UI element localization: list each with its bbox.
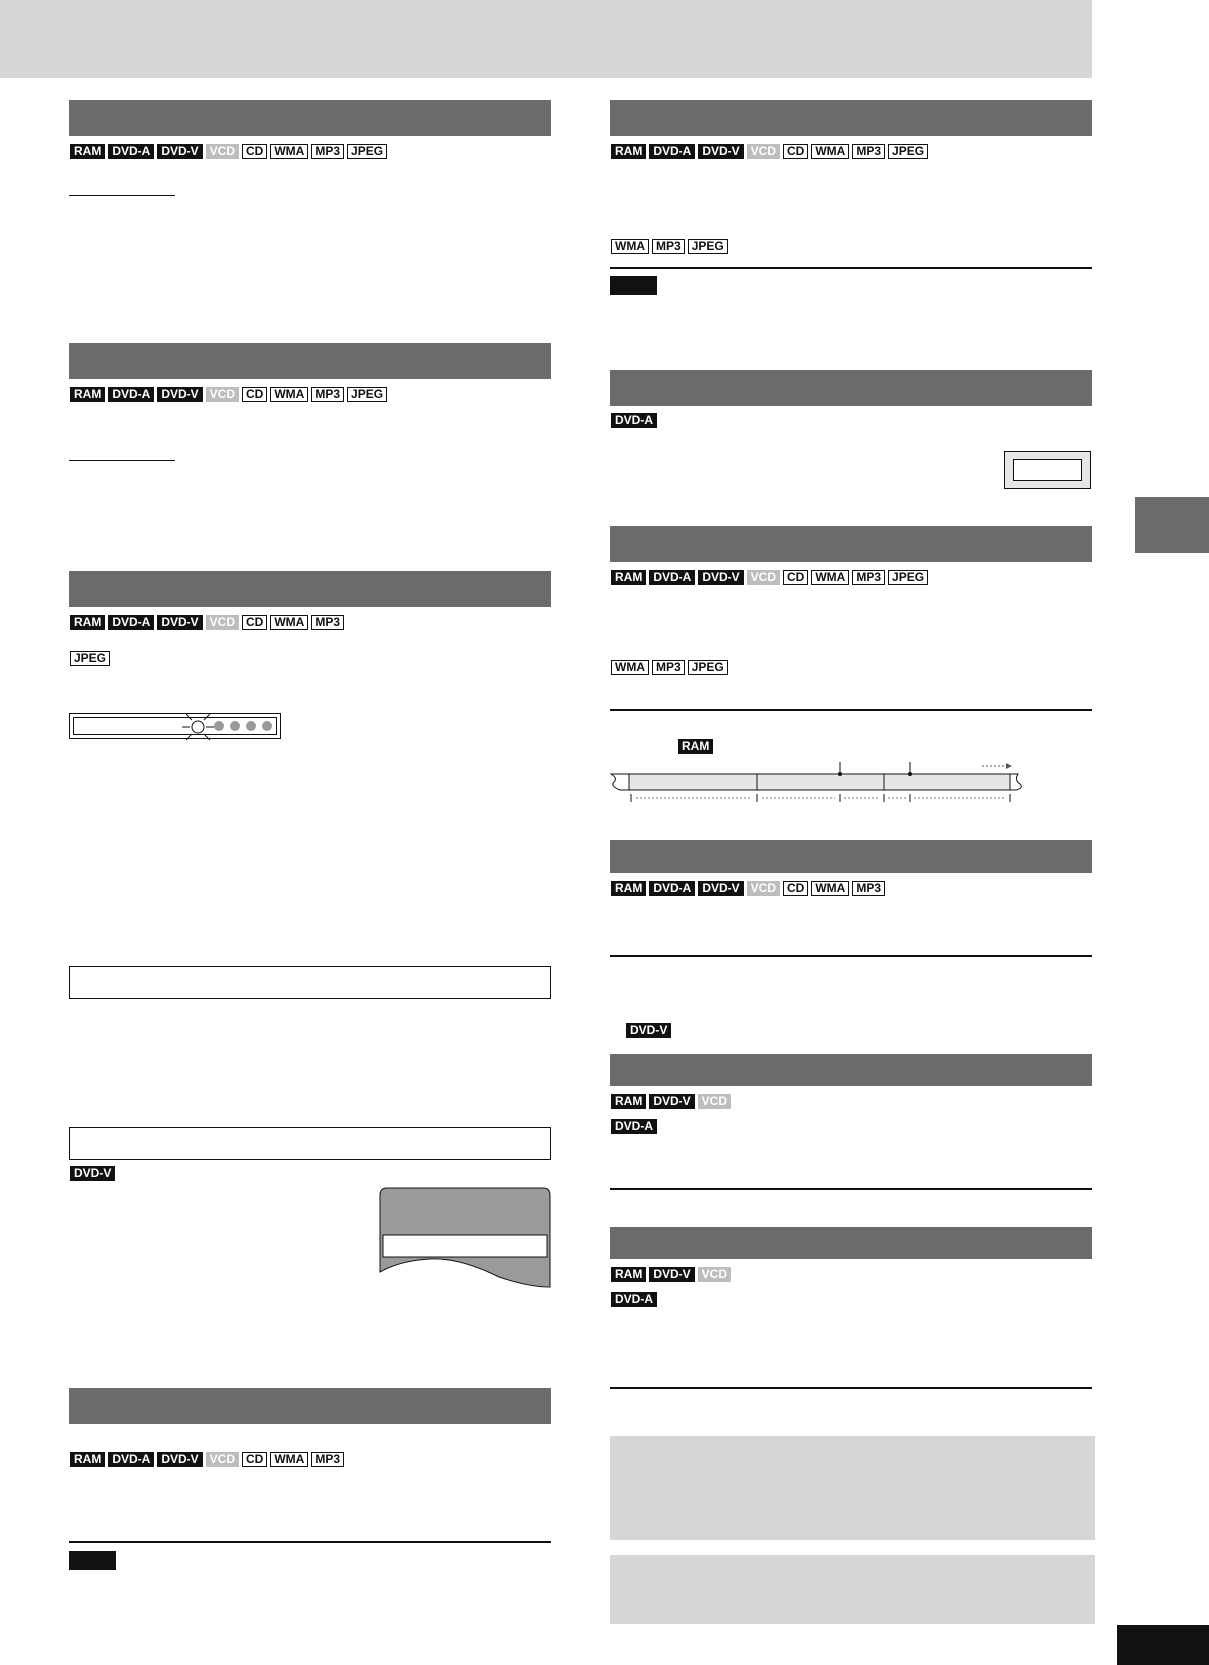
front-panel-illustration bbox=[69, 713, 281, 739]
disc-badges-r3 bbox=[611, 570, 928, 585]
note-rule-r3 bbox=[610, 709, 1092, 711]
section-bar-r4 bbox=[610, 840, 1092, 873]
top-header-band bbox=[0, 0, 1092, 78]
disc-badge-ram: RAM bbox=[70, 387, 105, 402]
disc-badge-ram: RAM bbox=[611, 144, 646, 159]
disc-badge-vcd: VCD bbox=[747, 570, 780, 585]
disc-badge-dvd-a: DVD-A bbox=[649, 144, 695, 159]
disc-badges-r5 bbox=[611, 1094, 731, 1109]
disc-badges-r3c bbox=[678, 739, 713, 754]
disc-badge-dvd-v: DVD-V bbox=[157, 615, 202, 630]
disc-badges-3 bbox=[70, 615, 344, 630]
disc-badges-r5b bbox=[611, 1119, 657, 1134]
disc-badges-1 bbox=[70, 144, 387, 159]
disc-badge-mp3: MP3 bbox=[652, 660, 685, 675]
chapter-side-tab bbox=[1135, 497, 1209, 553]
disc-badge-jpeg: JPEG bbox=[688, 239, 728, 254]
disc-badge-wma: WMA bbox=[270, 387, 308, 402]
disc-badge-mp3: MP3 bbox=[311, 1452, 344, 1467]
disc-badge-jpeg: JPEG bbox=[688, 660, 728, 675]
disc-badge-jpeg: JPEG bbox=[70, 651, 110, 666]
disc-badges-r4 bbox=[611, 881, 885, 896]
disc-badge-wma: WMA bbox=[611, 239, 649, 254]
disc-badge-cd: CD bbox=[783, 144, 808, 159]
disc-badge-mp3: MP3 bbox=[652, 239, 685, 254]
disc-badges-5 bbox=[70, 1452, 344, 1467]
disc-badge-jpeg: JPEG bbox=[888, 570, 928, 585]
boxed-subheading-1 bbox=[69, 966, 551, 999]
disc-badges-3b bbox=[70, 651, 110, 666]
section-bar-1 bbox=[69, 100, 551, 136]
disc-badge-ram: RAM bbox=[70, 1452, 105, 1467]
disc-badge-vcd: VCD bbox=[698, 1094, 731, 1109]
disc-badge-cd: CD bbox=[242, 144, 267, 159]
disc-badge-dvd-v: DVD-V bbox=[649, 1267, 694, 1282]
disc-badge-jpeg: JPEG bbox=[347, 144, 387, 159]
disc-badge-wma: WMA bbox=[811, 881, 849, 896]
disc-badge-jpeg: JPEG bbox=[347, 387, 387, 402]
disc-badge-cd: CD bbox=[242, 615, 267, 630]
disc-badge-dvd-v: DVD-V bbox=[698, 570, 743, 585]
section-bar-4 bbox=[69, 1388, 551, 1424]
disc-badge-mp3: MP3 bbox=[311, 387, 344, 402]
indicator-dot bbox=[246, 721, 256, 731]
disc-badges-2 bbox=[70, 387, 387, 402]
disc-badge-mp3: MP3 bbox=[311, 144, 344, 159]
disc-badge-dvd-a: DVD-A bbox=[611, 1119, 657, 1134]
disc-badge-vcd: VCD bbox=[206, 1452, 239, 1467]
note-rule-left bbox=[69, 1541, 551, 1543]
tip-box-1 bbox=[610, 1436, 1095, 1540]
disc-badge-dvd-v: DVD-V bbox=[157, 1452, 202, 1467]
disc-badge-dvd-a: DVD-A bbox=[108, 144, 154, 159]
disc-badge-ram: RAM bbox=[611, 1267, 646, 1282]
disc-badge-ram: RAM bbox=[678, 739, 713, 754]
disc-badge-dvd-a: DVD-A bbox=[649, 570, 695, 585]
disc-badge-dvd-v: DVD-V bbox=[698, 144, 743, 159]
indicator-dot bbox=[214, 721, 224, 731]
indicator-dot bbox=[230, 721, 240, 731]
display-illustration bbox=[1004, 451, 1091, 489]
disc-badges-r6b bbox=[611, 1292, 657, 1307]
disc-badge-ram: RAM bbox=[70, 144, 105, 159]
disc-badge-wma: WMA bbox=[611, 660, 649, 675]
note-label-box bbox=[69, 1551, 116, 1570]
note-rule-r5 bbox=[610, 1188, 1092, 1190]
disc-badge-vcd: VCD bbox=[747, 144, 780, 159]
disc-badge-dvd-v: DVD-V bbox=[157, 144, 202, 159]
disc-badge-cd: CD bbox=[242, 1452, 267, 1467]
disc-badge-dvd-v: DVD-V bbox=[157, 387, 202, 402]
disc-badge-ram: RAM bbox=[70, 615, 105, 630]
tip-box-2 bbox=[610, 1555, 1095, 1624]
disc-badge-cd: CD bbox=[242, 387, 267, 402]
section-bar-2 bbox=[69, 343, 551, 379]
disc-badges-r1b bbox=[611, 239, 728, 254]
disc-badge-mp3: MP3 bbox=[852, 881, 885, 896]
disc-badges-r4b bbox=[626, 1023, 671, 1038]
disc-badge-dvd-v: DVD-V bbox=[649, 1094, 694, 1109]
disc-badge-dvd-a: DVD-A bbox=[108, 615, 154, 630]
disc-badge-vcd: VCD bbox=[206, 615, 239, 630]
disc-badge-wma: WMA bbox=[270, 615, 308, 630]
disc-badge-dvd-v: DVD-V bbox=[70, 1166, 115, 1181]
disc-badge-jpeg: JPEG bbox=[888, 144, 928, 159]
disc-badges-r3b bbox=[611, 660, 728, 675]
disc-badge-mp3: MP3 bbox=[852, 144, 885, 159]
disc-badge-dvd-v: DVD-V bbox=[698, 881, 743, 896]
disc-badge-dvd-a: DVD-A bbox=[611, 1292, 657, 1307]
section-bar-3 bbox=[69, 571, 551, 607]
disc-badge-dvd-a: DVD-A bbox=[108, 387, 154, 402]
indicator-dot bbox=[262, 721, 272, 731]
disc-badge-ram: RAM bbox=[611, 881, 646, 896]
disc-badge-vcd: VCD bbox=[698, 1267, 731, 1282]
disc-badges-r2 bbox=[611, 413, 657, 428]
disc-badge-ram: RAM bbox=[611, 1094, 646, 1109]
menu-screen-illustration bbox=[379, 1187, 552, 1289]
disc-badge-vcd: VCD bbox=[206, 144, 239, 159]
note-rule-r4 bbox=[610, 955, 1092, 957]
disc-badges-r1 bbox=[611, 144, 928, 159]
note-rule-r1 bbox=[610, 267, 1092, 269]
disc-badges-r6 bbox=[611, 1267, 731, 1282]
disc-badge-cd: CD bbox=[783, 881, 808, 896]
subheading-rule-2 bbox=[69, 460, 175, 461]
disc-badge-cd: CD bbox=[783, 570, 808, 585]
section-bar-r6 bbox=[610, 1227, 1092, 1259]
disc-badges-4 bbox=[70, 1166, 115, 1181]
disc-badge-dvd-v: DVD-V bbox=[626, 1023, 671, 1038]
disc-badge-dvd-a: DVD-A bbox=[611, 413, 657, 428]
note-rule-r6 bbox=[610, 1387, 1092, 1389]
section-bar-r5 bbox=[610, 1054, 1092, 1086]
disc-badge-vcd: VCD bbox=[206, 387, 239, 402]
subheading-rule-1 bbox=[69, 195, 175, 196]
disc-badge-wma: WMA bbox=[811, 570, 849, 585]
disc-badge-wma: WMA bbox=[811, 144, 849, 159]
disc-badge-wma: WMA bbox=[270, 144, 308, 159]
page-number-box bbox=[1117, 1625, 1209, 1665]
disc-badge-ram: RAM bbox=[611, 570, 646, 585]
disc-badge-wma: WMA bbox=[270, 1452, 308, 1467]
disc-badge-mp3: MP3 bbox=[311, 615, 344, 630]
disc-badge-dvd-a: DVD-A bbox=[649, 881, 695, 896]
boxed-subheading-2 bbox=[69, 1127, 551, 1160]
disc-badge-vcd: VCD bbox=[747, 881, 780, 896]
note-label-box-r1 bbox=[610, 276, 657, 295]
section-bar-r1 bbox=[610, 100, 1092, 136]
disc-badge-mp3: MP3 bbox=[852, 570, 885, 585]
timeline-diagram bbox=[610, 758, 1030, 806]
section-bar-r3 bbox=[610, 526, 1092, 562]
section-bar-r2 bbox=[610, 370, 1092, 406]
disc-badge-dvd-a: DVD-A bbox=[108, 1452, 154, 1467]
